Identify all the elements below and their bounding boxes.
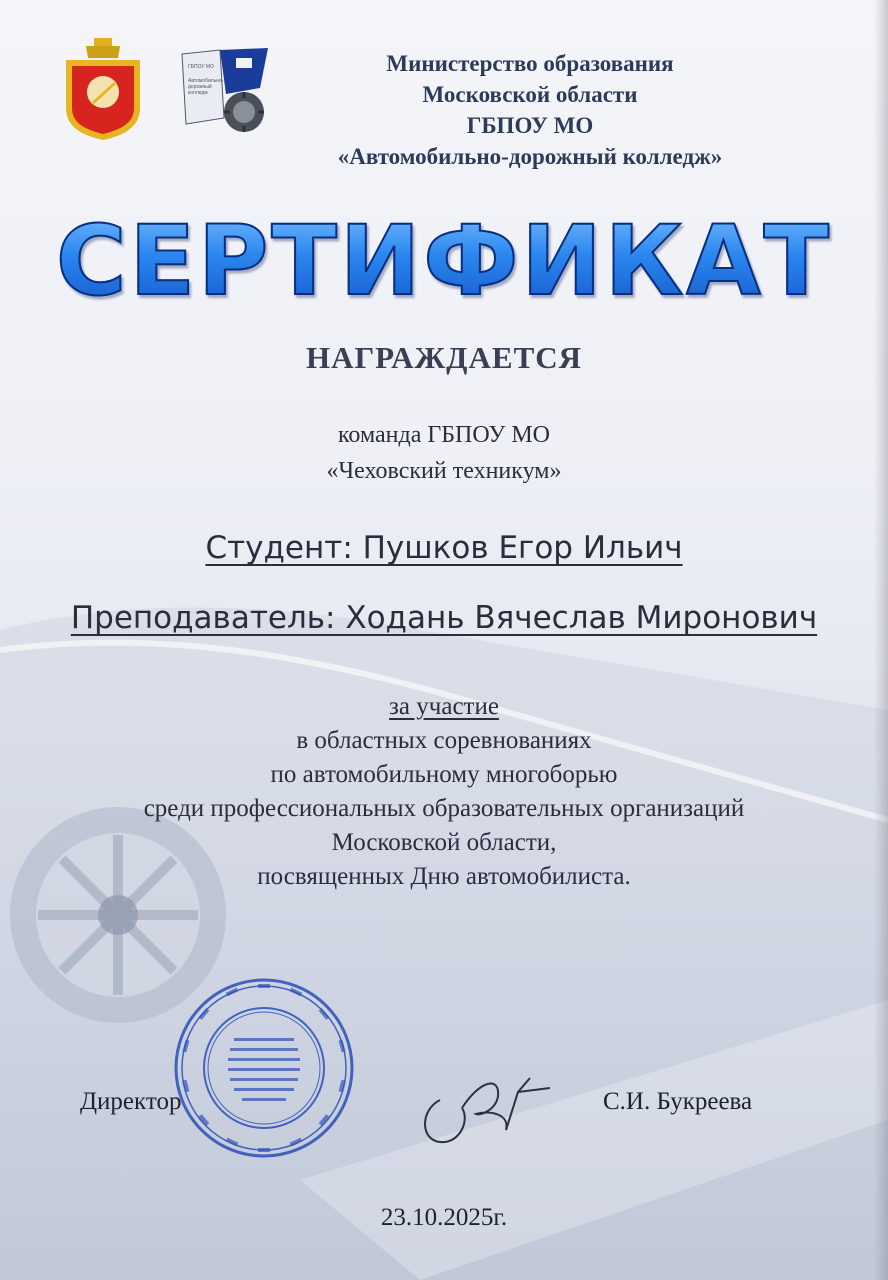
header-line-org: ГБПОУ МО <box>466 113 594 138</box>
director-label: Директор <box>80 1088 182 1115</box>
header-line-college: «Автомобильно-дорожный колледж» <box>337 144 723 169</box>
teacher-line <box>0 600 888 636</box>
svg-text:Автомобильно-: Автомобильно- <box>188 78 224 84</box>
issuer-header <box>280 48 780 172</box>
reason-line-3: по автомобильному многоборью <box>270 761 618 788</box>
award-reason <box>0 690 888 894</box>
reason-line-6: посвященных Дню автомобилиста. <box>257 863 631 890</box>
student-line <box>0 530 888 566</box>
issue-date: 23.10.2025г. <box>380 1204 508 1231</box>
student-name: Студент: Пушков Егор Ильич <box>205 530 683 566</box>
reason-line-4: среди профессиональных образовательных организаций <box>143 795 745 822</box>
header-line-region: Московской области <box>422 82 638 107</box>
moscow-region-coat-of-arms-icon <box>62 36 144 140</box>
team-line-1: команда ГБПОУ МО <box>337 422 550 448</box>
director-name: С.И. Букреева <box>603 1088 753 1115</box>
team-block <box>0 417 888 489</box>
road-college-logo-icon <box>180 48 276 134</box>
certificate-title: СЕРТИФИКАТ <box>40 205 848 317</box>
header-line-ministry: Министерство образования <box>386 51 674 76</box>
team-line-2: «Чеховский техникум» <box>326 458 562 484</box>
reason-line-1: за участие <box>389 693 499 720</box>
teacher-name: Преподаватель: Ходань Вячеслав Миронович <box>70 600 818 636</box>
svg-text:ГБПОУ МО: ГБПОУ МО <box>188 64 214 70</box>
reason-line-2: в областных соревнованиях <box>296 727 592 754</box>
svg-text:дорожный: дорожный <box>188 84 212 90</box>
awarded-heading: НАГРАЖДАЕТСЯ <box>305 340 583 375</box>
director-signature-icon <box>410 1070 560 1150</box>
reason-line-5: Московской области, <box>331 829 557 856</box>
car-background-image <box>0 560 888 1280</box>
official-stamp-icon <box>172 976 356 1160</box>
svg-text:колледж: колледж <box>188 90 208 96</box>
